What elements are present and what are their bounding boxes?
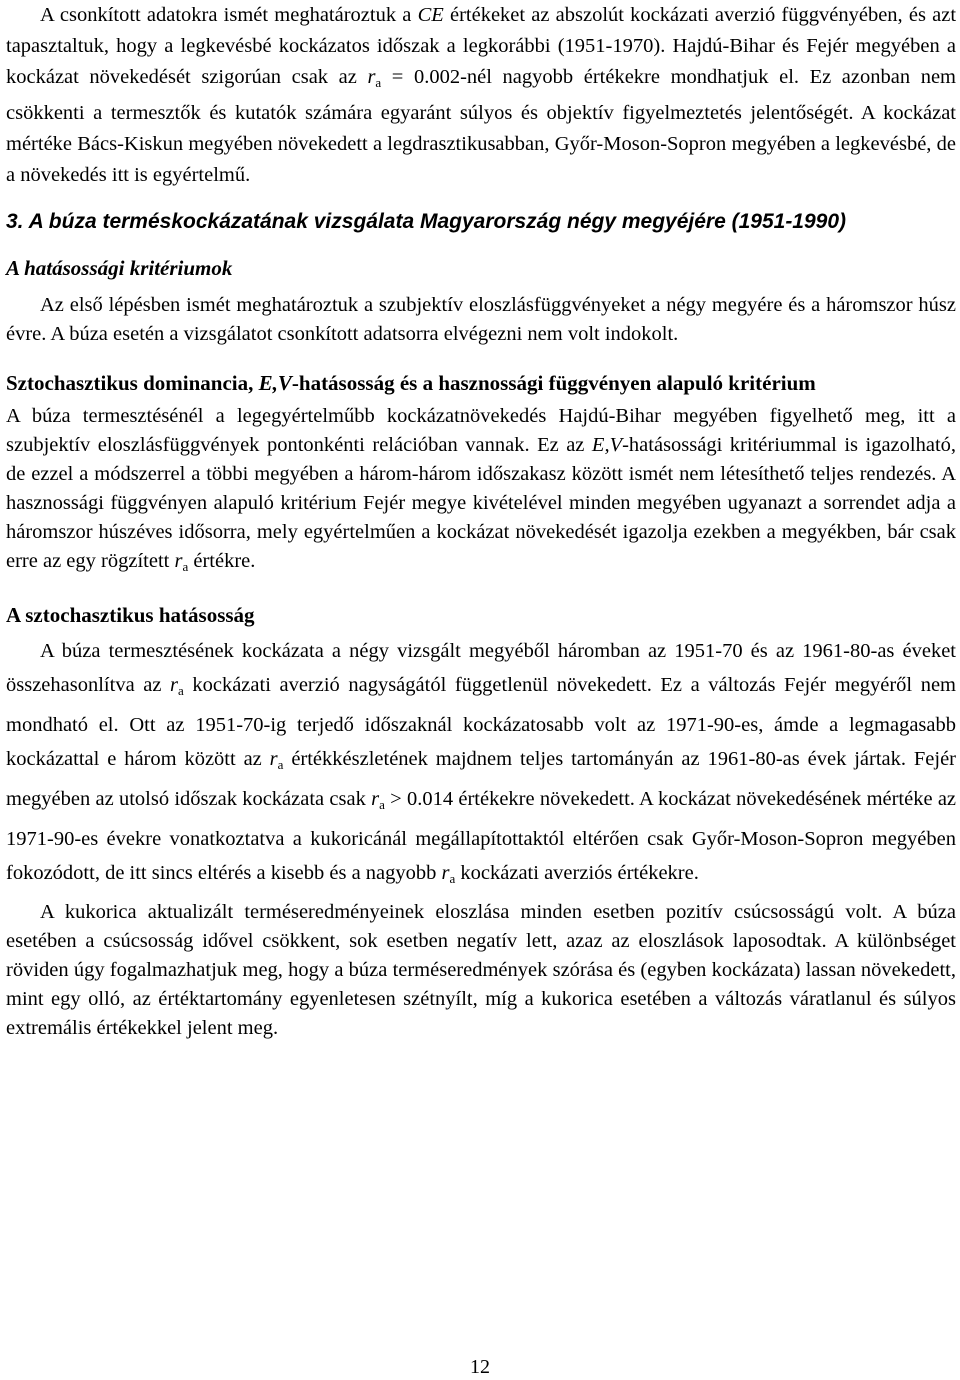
math-r: r bbox=[441, 862, 450, 884]
stochastic-paragraph bbox=[6, 634, 956, 896]
math-sub-a: a bbox=[379, 797, 385, 812]
subsection-heading-stochastic: A sztochasztikus hatásosság bbox=[6, 603, 255, 627]
math-eq: = 0.002 bbox=[391, 66, 461, 88]
math-ce: CE bbox=[417, 4, 444, 26]
heading-part: -hatásosság és a hasznossági függvényen alapuló kritérium bbox=[291, 371, 816, 395]
text-span: A búza termesztésének kockázata a négy vizsgált megyéből háromban az 1951-70 és az 1961-80-as éveket összehasonlítva az bbox=[6, 640, 956, 696]
dominance-paragraph bbox=[6, 402, 956, 581]
text-span: kockázati averzió nagyságától függetlenül növekedett. Ez a változás Fejér megyéről nem mondható el. Ott az 1951-70-ig terjedő időszaknál kockázatosabb volt az 1971-90-es, ámde a legmagasabb kockázattal e három között az bbox=[6, 674, 956, 770]
math-r-a bbox=[367, 66, 381, 88]
subsection-heading-dominance bbox=[6, 369, 956, 398]
text-span: értékre. bbox=[193, 550, 256, 572]
document-page bbox=[6, 0, 956, 1043]
math-sub-a: a bbox=[375, 75, 382, 90]
math-sub-a: a bbox=[277, 757, 284, 772]
math-r-a bbox=[174, 550, 188, 572]
math-r: r bbox=[174, 550, 183, 572]
math-r-a bbox=[270, 748, 284, 770]
intro-paragraph bbox=[6, 0, 956, 191]
text-span: kockázati averziós értékekre. bbox=[460, 862, 699, 884]
text-span: A csonkított adatokra ismét meghatároztuk a bbox=[40, 4, 412, 26]
math-sub-a: a bbox=[449, 871, 456, 886]
math-r: r bbox=[170, 674, 178, 696]
math-r-a bbox=[442, 862, 456, 884]
closing-paragraph: A kukorica aktualizált terméseredményeinek eloszlása minden esetben pozitív csúcsosságú volt. A búza esetében a csúcsosság idővel csökkent, sok esetben negatív lett, azaz az eloszlások laposodtak. A különbséget röviden úgy fogalmazhatjuk meg, hogy a búza terméseredmények szórása és (egyben kockázata) lassan növekedett, mint egy olló, az értéktartomány egyenletesen szétnyílt, míg a kukorica esetében a változás váratlanul és súlyos extremális értékekkel jelent meg. bbox=[6, 901, 956, 1039]
text-span: -nél nagyobb értékekre mondhatjuk el. Ez azonban nem csökkenti a termesztők és kutatók számára egyaránt súlyos és objektív figyelmeztetés jelentőségét. A kockázat mértéke Bács-Kiskun megyében növekedett a legdrasztikusabban, Győr-Moson-Sopron megyében a legkevésbé, de a növekedés itt is egyértelmű. bbox=[6, 66, 956, 186]
text-span: értékkészletének majdnem teljes tartományán az 1961-80-as évek jártak. Fejér megyében az utolsó időszak kockázata csak bbox=[6, 748, 956, 810]
math-r: r bbox=[371, 788, 380, 810]
math-ev: E,V bbox=[591, 434, 623, 456]
math-r: r bbox=[269, 748, 278, 770]
heading-ev: E,V bbox=[258, 371, 292, 395]
math-eq: > 0.014 bbox=[390, 788, 454, 810]
page-number: 12 bbox=[470, 1356, 490, 1378]
text-span: értékeket az abszolút kockázati averzió függvényében, és azt tapasztaltuk, hogy a legkevésbé kockázatos időszak a legkorábbi (1951-1970). Hajdú-Bihar és Fejér megyében a kockázat növekedését szigorúan csak az bbox=[6, 4, 957, 88]
text-span: -hatásossági kritériummal is igazolható, de ezzel a módszerrel a többi megyében a három-három időszakasz között ismét nem létesíthető teljes rendezés. A hasznossági függvényen alapuló kritérium Fejér megye kivételével minden megyében ugyanazt a sorrendet adja a háromszor húszéves idősorra, mely egyértelműen a kockázat növekedését igazolja ezekben a megyékben, bár csak erre az egy rögzített bbox=[6, 434, 957, 572]
math-sub-a: a bbox=[182, 559, 189, 574]
math-r-a bbox=[170, 674, 184, 696]
math-sub-a: a bbox=[178, 683, 184, 698]
text-span: értékekre növekedett. A kockázat növekedésének mértéke az 1971-90-es évekre vonatkoztatva a kukoricánál megállapítottaktól eltérően csak Győr-Moson-Sopron megyében fokozódott, de itt sincs eltérés a kisebb és a nagyobb bbox=[6, 788, 957, 884]
math-r: r bbox=[367, 66, 376, 88]
math-r-a bbox=[371, 788, 385, 810]
section-3-heading: 3. A búza terméskockázatának vizsgálata Magyarország négy megyéjére (1951-1990) bbox=[6, 210, 847, 233]
text-span: A búza termesztésénél a legegyértelműbb kockázatnövekedés Hajdú-Bihar megyében figyelhető meg, itt a szubjektív eloszlásfüggvények pontonkénti relációban vannak. Ez az bbox=[6, 405, 956, 456]
heading-part: Sztochasztikus dominancia, bbox=[6, 371, 254, 395]
criteria-paragraph: Az első lépésben ismét meghatároztuk a szubjektív eloszlásfüggvényeket a négy megyére és a háromszor húsz évre. A búza esetén a vizsgálatot csonkított adatsorra elvégezni nem volt indokolt. bbox=[6, 294, 956, 345]
subsection-heading-criteria: A hatásossági kritériumok bbox=[6, 256, 233, 280]
